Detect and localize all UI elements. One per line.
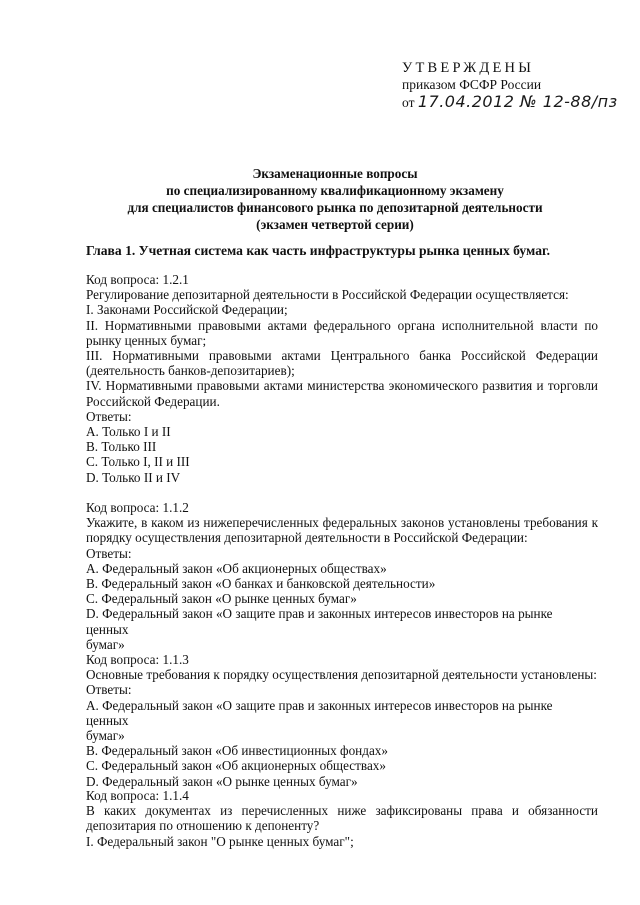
question-1-1-4 <box>86 788 598 849</box>
question-item: Российской Федерации. <box>86 393 220 409</box>
question-item: IV. Нормативными правовыми актами министерства экономического развития и торговли <box>86 378 598 394</box>
answer-option: B. Только III <box>86 439 157 455</box>
question-text: Укажите, в каком из нижеперечисленных федеральных законов установлены требования к <box>86 515 598 531</box>
document-heading <box>100 165 570 233</box>
chapter-title: Глава 1. Учетная система как часть инфраструктуры рынка ценных бумаг. <box>86 243 551 258</box>
question-code: Код вопроса: 1.1.4 <box>86 788 189 803</box>
answers-label: Ответы: <box>86 545 132 561</box>
question-text: Основные требования к порядку осуществления депозитарной деятельности установлены: <box>86 667 597 683</box>
question-item: I. Федеральный закон "О рынке ценных бумаг"; <box>86 833 354 849</box>
answer-option: C. Только I, II и III <box>86 454 190 470</box>
heading-line-3: для специалистов финансового рынка по депозитарной деятельности <box>127 200 543 215</box>
question-item: рынку ценных бумаг; <box>86 332 207 348</box>
question-item: (деятельность банков-депозитариев); <box>86 363 295 379</box>
heading-line-4: (экзамен четвертой серии) <box>256 217 414 232</box>
approval-date-line <box>402 92 622 113</box>
answer-option: бумаг» <box>86 636 125 652</box>
answer-option: A. Только I и II <box>86 424 171 440</box>
answers-label: Ответы: <box>86 408 132 424</box>
answer-option: A. Федеральный закон «О защите прав и законных интересов инвесторов на рынке ценных <box>86 697 553 728</box>
question-text: Регулирование депозитарной деятельности в Российской Федерации осуществляется: <box>86 287 569 303</box>
heading-line-2: по специализированному квалификационному экзамену <box>166 183 504 198</box>
answer-option: D. Федеральный закон «О рынке ценных бумаг» <box>86 773 358 789</box>
answer-option: B. Федеральный закон «О банках и банковской деятельности» <box>86 576 436 592</box>
question-text: депозитария по отношению к депоненту? <box>86 818 320 834</box>
question-code: Код вопроса: 1.1.3 <box>86 652 189 667</box>
question-1-1-2 <box>86 500 598 652</box>
answer-option: бумаг» <box>86 728 125 744</box>
answer-option: A. Федеральный закон «Об акционерных обществах» <box>86 560 387 576</box>
answers-label: Ответы: <box>86 682 132 698</box>
question-text: порядку осуществления депозитарной деятельности в Российской Федерации: <box>86 530 528 546</box>
approval-order-line: приказом ФСФР России <box>402 77 542 92</box>
answer-option: B. Федеральный закон «Об инвестиционных фондах» <box>86 743 388 759</box>
question-item: I. Законами Российской Федерации; <box>86 302 288 318</box>
approval-stamp <box>402 60 622 113</box>
heading-line-1: Экзаменационные вопросы <box>252 166 418 181</box>
question-1-1-3 <box>86 652 598 789</box>
answer-option: D. Федеральный закон «О защите прав и законных интересов инвесторов на рынке ценных <box>86 606 553 637</box>
question-code: Код вопроса: 1.2.1 <box>86 272 189 287</box>
approval-date-prefix: от <box>402 95 415 110</box>
answer-option: C. Федеральный закон «Об акционерных обществах» <box>86 758 386 774</box>
answer-option: D. Только II и IV <box>86 469 181 485</box>
question-code: Код вопроса: 1.1.2 <box>86 500 189 515</box>
question-text: В каких документах из перечисленных ниже зафиксированы права и обязанности <box>86 803 598 819</box>
approval-title: УТВЕРЖДЕНЫ <box>402 60 535 76</box>
question-item: II. Нормативными правовыми актами федерального органа исполнительной власти по <box>86 317 598 333</box>
answer-option: C. Федеральный закон «О рынке ценных бумаг» <box>86 591 357 607</box>
question-item: III. Нормативными правовыми актами Центрального банка Российской Федерации <box>86 348 598 364</box>
handwritten-date-number: 17.04.2012 № 12-88/пз <box>417 92 618 111</box>
question-1-2-1 <box>86 272 598 485</box>
